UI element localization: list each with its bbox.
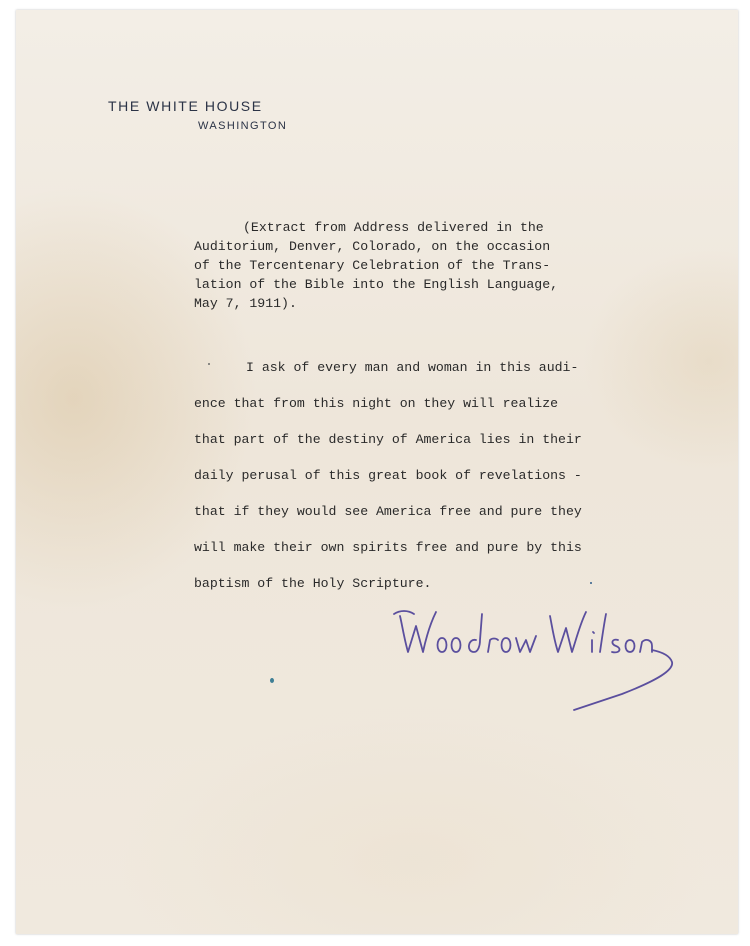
extract-line: May 7, 1911). (194, 296, 297, 311)
body-line: daily perusal of this great book of revelations - (194, 468, 582, 483)
letter-page (16, 10, 738, 934)
body-line: ence that from this night on they will realize (194, 396, 559, 411)
body-line: that part of the destiny of America lies in their (194, 432, 582, 447)
body-line: baptism of the Holy Scripture. (194, 576, 432, 591)
extract-line: (Extract from Address delivered in the (243, 220, 544, 235)
extract-line: Auditorium, Denver, Colorado, on the occasion (194, 239, 551, 254)
extract-line: of the Tercentenary Celebration of the Trans- (194, 258, 551, 273)
ink-speck (590, 582, 592, 584)
body-line: I ask of every man and woman in this audi- (246, 360, 579, 375)
ink-speck (270, 678, 274, 683)
extract-line: lation of the Bible into the English Language, (194, 277, 559, 292)
ink-speck (208, 363, 210, 365)
body-line: will make their own spirits free and pure by this (194, 540, 582, 555)
handwritten-signature (390, 594, 680, 714)
letterhead-subtitle: WASHINGTON (198, 120, 288, 132)
body-line: that if they would see America free and pure they (194, 504, 582, 519)
letterhead-title: THE WHITE HOUSE (108, 98, 263, 114)
